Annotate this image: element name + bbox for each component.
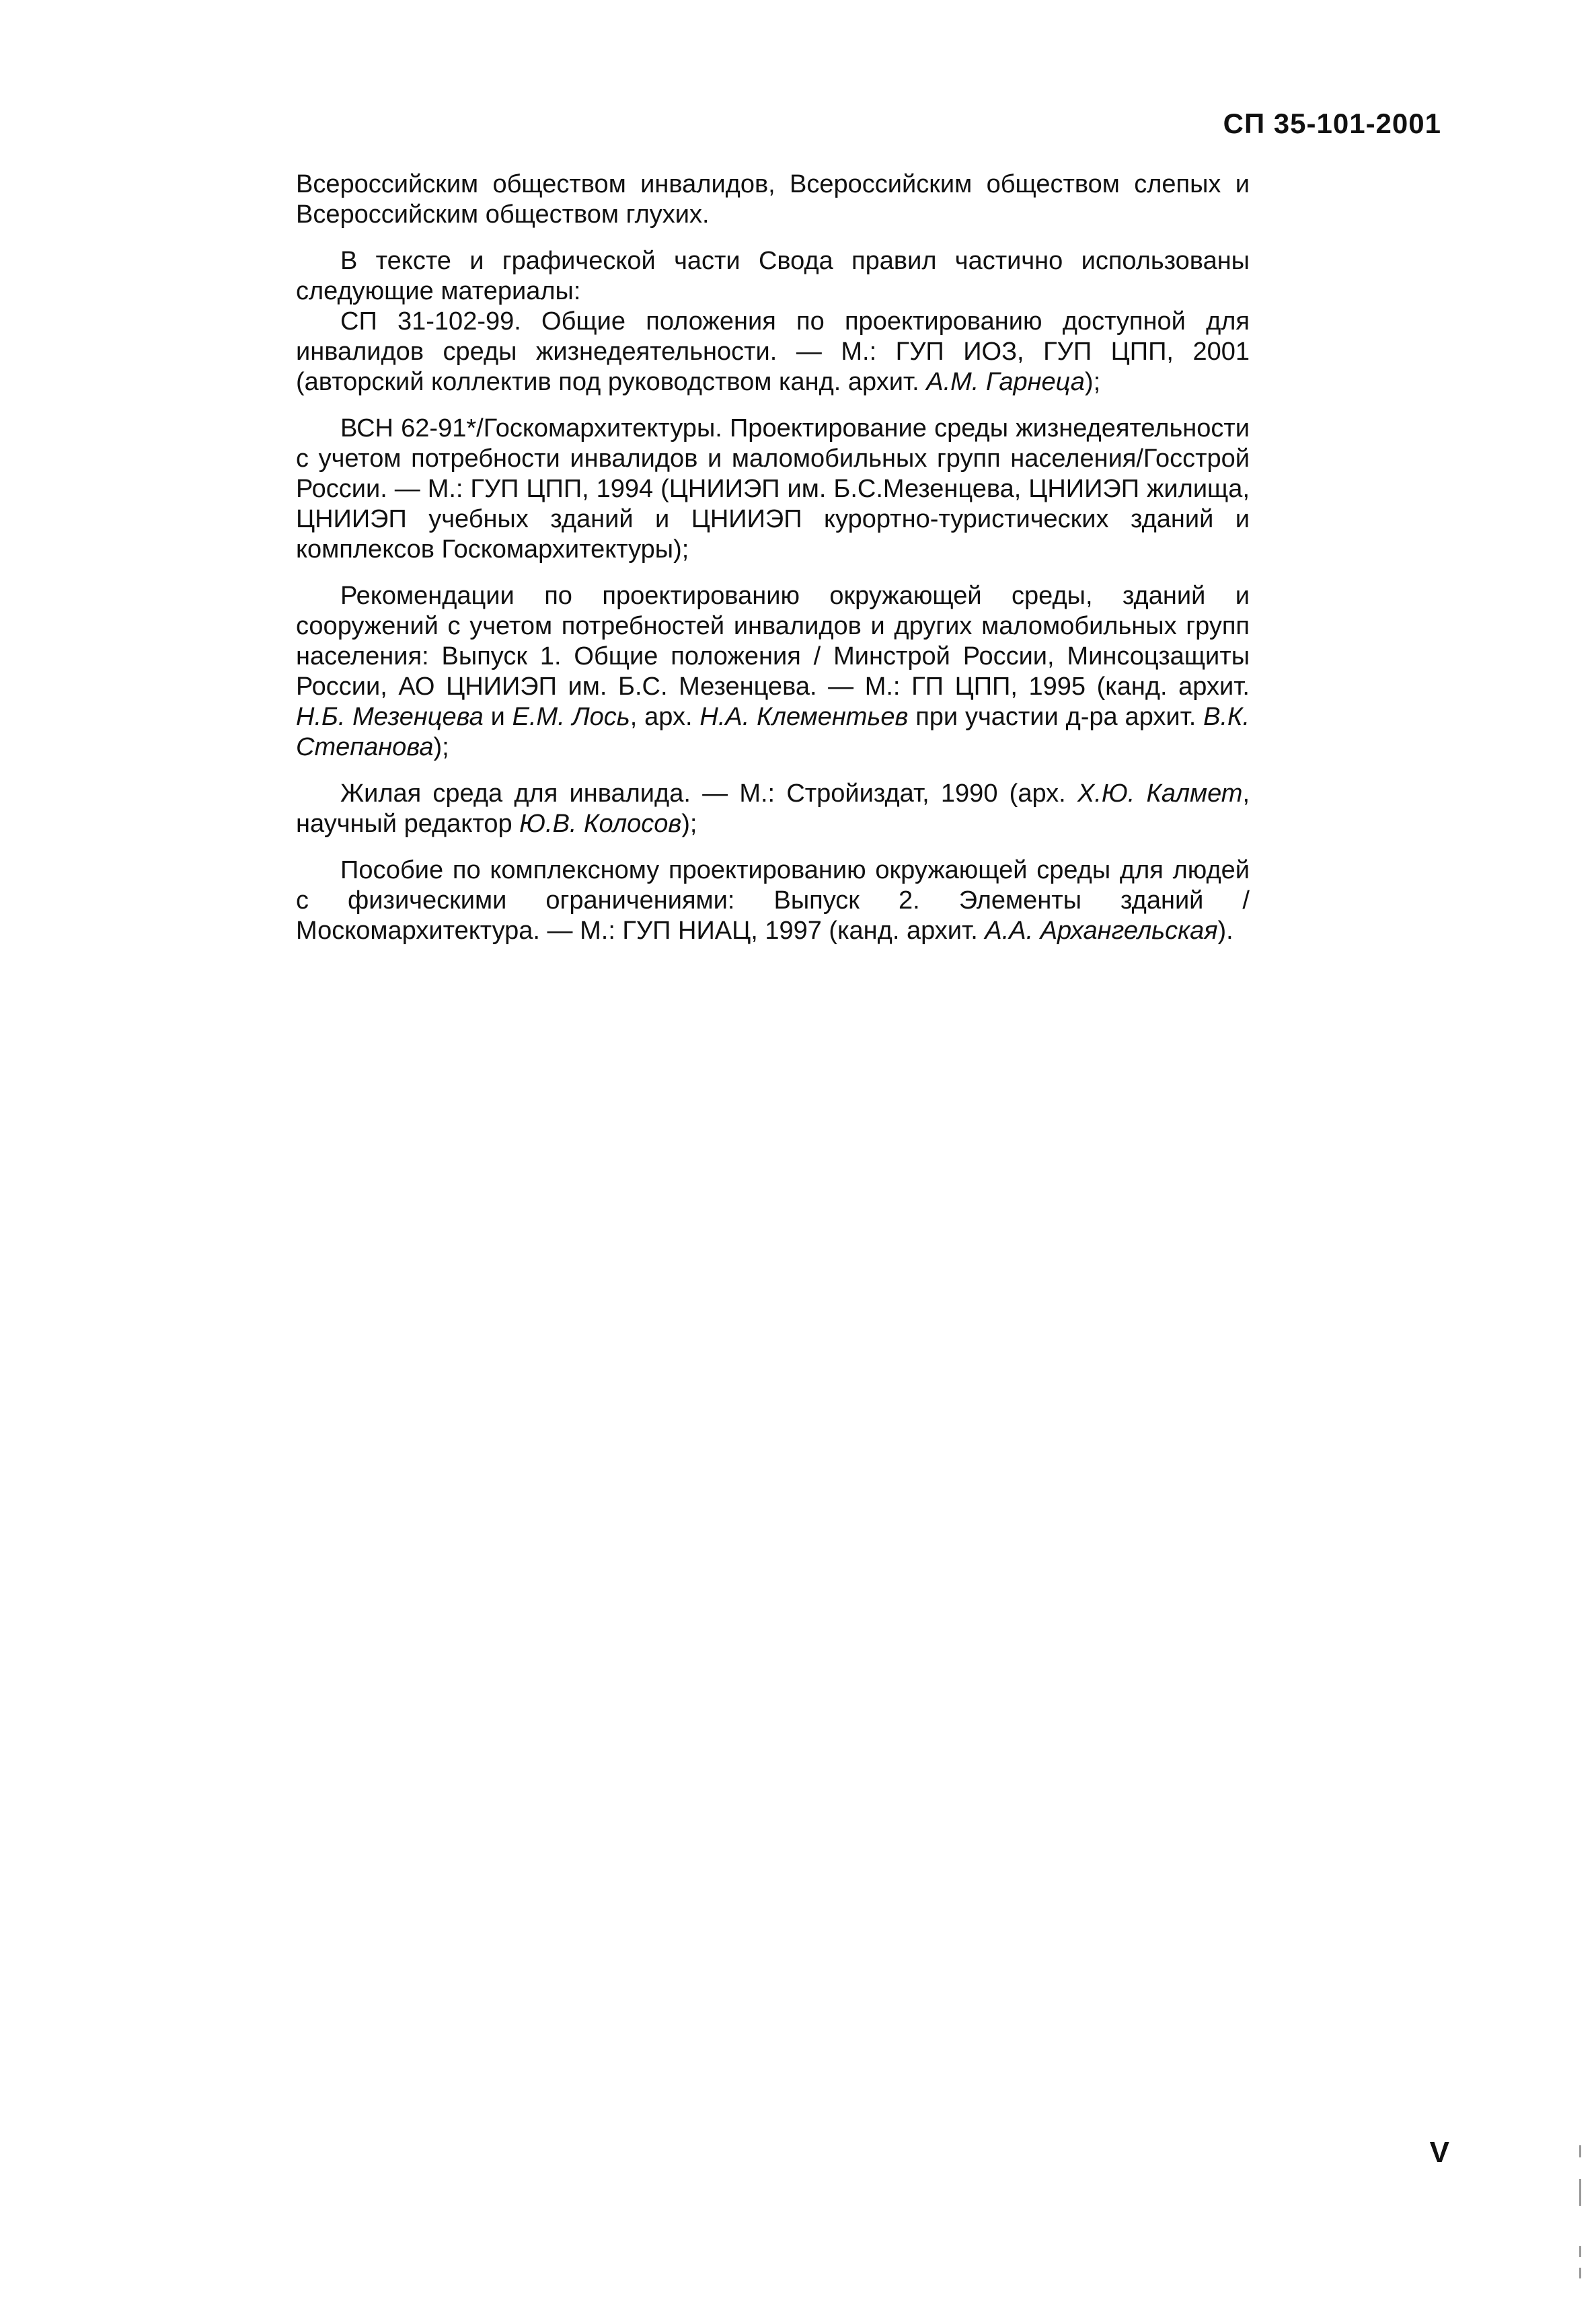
- paragraph-recommendations: Рекомендации по проектированию окружающей среды, зданий и сооружений с учетом потребностей инвалидов и других маломобильных групп населения: Выпуск 1. Общие положения / Минстрой России, Минсоцзащиты России, АО ЦНИИЭП им. Б.С. Мезенцева. — М.: ГП ЦПП, 1995 (канд. архит. Н.Б. Мезенцева и Е.М. Лось, арх. Н.А. Клементьев при участии д-ра архит. В.К. Степанова);: [296, 582, 1250, 761]
- paragraph-vsn-62-91: ВСН 62-91*/Госкомархитектуры. Проектирование среды жизнедеятельности с учетом потребности инвалидов и маломобильных групп населения/Госстрой России. — М.: ГУП ЦПП, 1994 (ЦНИИЭП им. Б.С.Мезенцева, ЦНИИЭП жилища, ЦНИИЭП учебных зданий и ЦНИИЭП курортно-туристических зданий и комплексов Госкомархитектуры);: [296, 414, 1250, 564]
- scan-mark: [1579, 2145, 1581, 2157]
- paragraph-manual-issue-2: Пособие по комплексному проектированию окружающей среды для людей с физическими ограничениями: Выпуск 2. Элементы зданий / Москомархитектура. — М.: ГУП НИАЦ, 1997 (канд. архит. А.А. Архангельская).: [296, 856, 1250, 945]
- scan-mark: [1579, 2179, 1581, 2206]
- paragraph-sp-31-102-99: СП 31-102-99. Общие положения по проектированию доступной для инвалидов среды жизнедеятельности. — М.: ГУП ИОЗ, ГУП ЦПП, 2001 (авторский коллектив под руководством канд. архит. А.М. Гарнеца);: [296, 307, 1250, 396]
- document-code-header: СП 35-101-2001: [1223, 108, 1441, 139]
- scan-mark: [1579, 2268, 1581, 2278]
- paragraph-materials-intro: В тексте и графической части Свода правил частично использованы следующие материалы:: [296, 247, 1250, 305]
- scan-edge-marks: [1579, 2145, 1581, 2280]
- paragraph-continuation: Всероссийским обществом инвалидов, Всероссийским обществом слепых и Всероссийским обществом глухих.: [296, 170, 1250, 229]
- document-body: [296, 169, 1250, 946]
- scan-mark: [1579, 2246, 1581, 2257]
- paragraph-living-environment: Жилая среда для инвалида. — М.: Стройиздат, 1990 (арх. Х.Ю. Калмет, научный редактор Ю.В. Колосов);: [296, 779, 1250, 838]
- page-number: V: [1429, 2136, 1449, 2169]
